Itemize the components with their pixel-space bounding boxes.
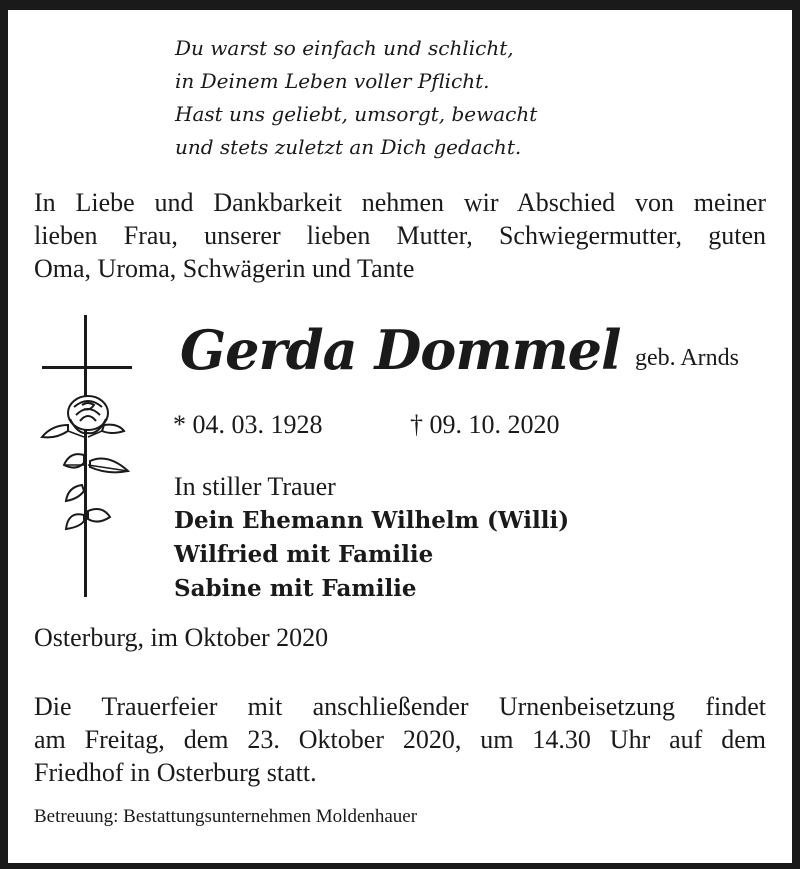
intro-text: [34, 186, 766, 285]
funeral-home-credit: Betreuung: Bestattungsunternehmen Moldenhauer: [34, 806, 418, 827]
funeral-info: [34, 690, 766, 789]
funeral-line: Die Trauerfeier mit anschließender Urnenbeisetzung findet: [34, 692, 766, 721]
poem-line: und stets zuletzt an Dich gedacht.: [175, 135, 522, 159]
poem: [175, 32, 537, 164]
intro-line: In Liebe und Dankbarkeit nehmen wir Abschied von meiner: [34, 188, 766, 217]
death-date: † 09. 10. 2020: [410, 410, 560, 439]
place-date: Osterburg, im Oktober 2020: [34, 623, 329, 652]
intro-line: Oma, Uroma, Schwägerin und Tante: [34, 254, 415, 283]
maiden-name: geb. Arnds: [635, 345, 739, 371]
mourner-name: Dein Ehemann Wilhelm (Willi): [174, 507, 570, 534]
poem-line: in Deinem Leben voller Pflicht.: [175, 69, 490, 93]
cross-with-rose-icon: [38, 315, 138, 604]
intro-line: lieben Frau, unserer lieben Mutter, Schwiegermutter, guten: [34, 221, 766, 250]
birth-date: * 04. 03. 1928: [173, 410, 323, 439]
poem-line: Hast uns geliebt, umsorgt, bewacht: [175, 102, 538, 126]
mourner-name: Wilfried mit Familie: [174, 541, 434, 568]
mourners-heading: In stiller Trauer: [174, 472, 336, 501]
funeral-line: am Freitag, dem 23. Oktober 2020, um 14.30 Uhr auf dem: [34, 725, 766, 754]
poem-line: Du warst so einfach und schlicht,: [175, 36, 514, 60]
mourner-name: Sabine mit Familie: [174, 575, 417, 602]
funeral-line: Friedhof in Osterburg statt.: [34, 758, 317, 787]
mourners: [174, 470, 569, 606]
deceased-name: Gerda Dommel: [180, 318, 621, 382]
